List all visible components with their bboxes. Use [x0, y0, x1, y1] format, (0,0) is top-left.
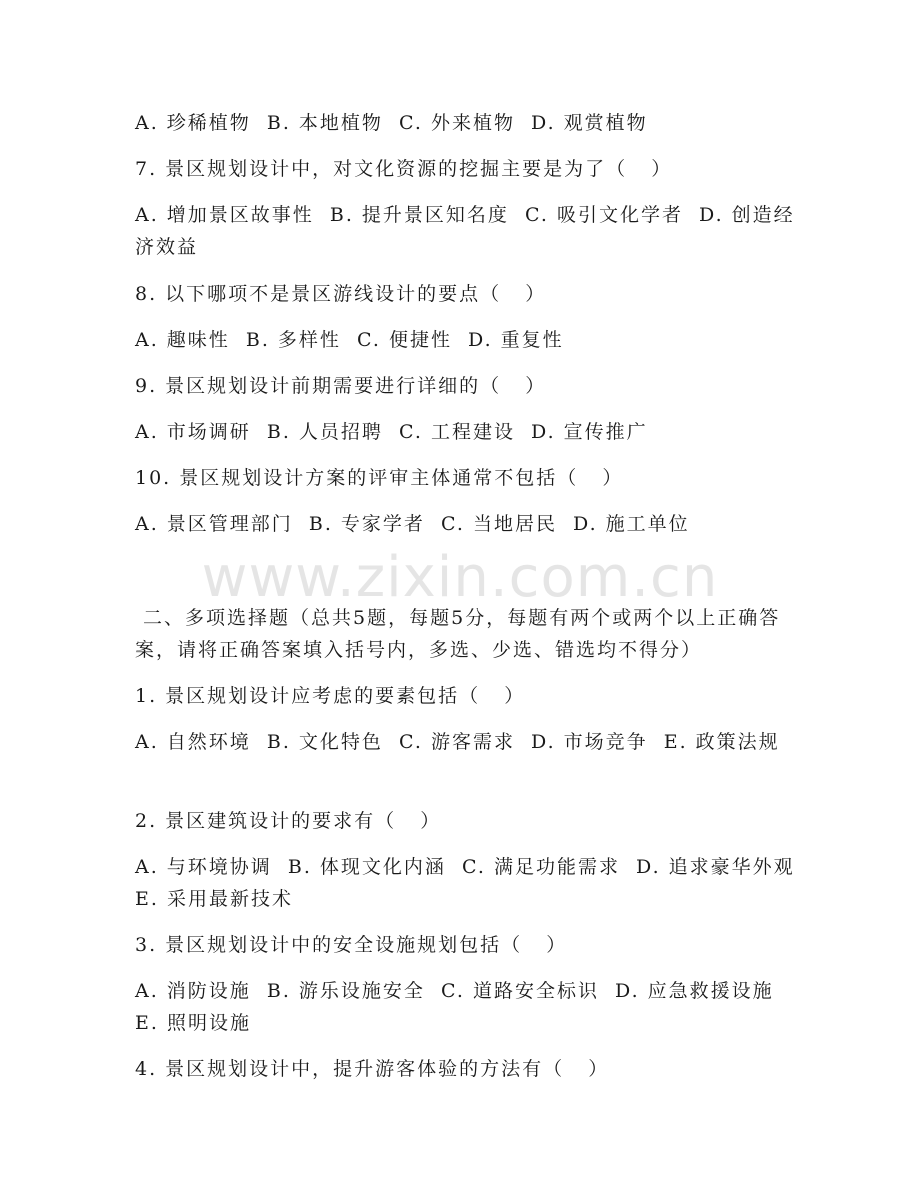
- q6-options: A. 珍稀植物 B. 本地植物 C. 外来植物 D. 观赏植物: [135, 112, 648, 134]
- mq4-question: 4. 景区规划设计中，提升游客体验的方法有（ ）: [135, 1058, 610, 1080]
- mq2-question: 2. 景区建筑设计的要求有（ ）: [135, 810, 442, 832]
- q9-options: A. 市场调研 B. 人员招聘 C. 工程建设 D. 宣传推广: [135, 421, 648, 443]
- q7-options: A. 增加景区故事性 B. 提升景区知名度 C. 吸引文化学者 D. 创造经济效益: [135, 204, 795, 258]
- mq1-question: 1. 景区规划设计应考虑的要素包括（ ）: [135, 685, 526, 707]
- mq2-options: A. 与环境协调 B. 体现文化内涵 C. 满足功能需求 D. 追求豪华外观 E. 采用最新技术: [135, 856, 811, 910]
- q10-question: 10. 景区规划设计方案的评审主体通常不包括（ ）: [135, 467, 624, 489]
- section-heading-multiple-choice: 二、多项选择题（总共5题，每题5分，每题有两个或两个以上正确答案，请将正确答案填入括号内，多选、少选、错选均不得分）: [135, 607, 781, 661]
- q8-options: A. 趣味性 B. 多样性 C. 便捷性 D. 重复性: [135, 329, 564, 351]
- q9-question: 9. 景区规划设计前期需要进行详细的（ ）: [135, 375, 547, 397]
- mq1-options: A. 自然环境 B. 文化特色 C. 游客需求 D. 市场竞争 E. 政策法规: [135, 731, 780, 753]
- mq3-options: A. 消防设施 B. 游乐设施安全 C. 道路安全标识 D. 应急救援设施 E. 照明设施: [135, 980, 790, 1034]
- watermark: www.zixin.com.cn: [201, 545, 719, 610]
- q7-question: 7. 景区规划设计中，对文化资源的挖掘主要是为了（ ）: [135, 158, 673, 180]
- q10-options: A. 景区管理部门 B. 专家学者 C. 当地居民 D. 施工单位: [135, 513, 690, 535]
- q8-question: 8. 以下哪项不是景区游线设计的要点（ ）: [135, 283, 547, 305]
- mq3-question: 3. 景区规划设计中的安全设施规划包括（ ）: [135, 934, 568, 956]
